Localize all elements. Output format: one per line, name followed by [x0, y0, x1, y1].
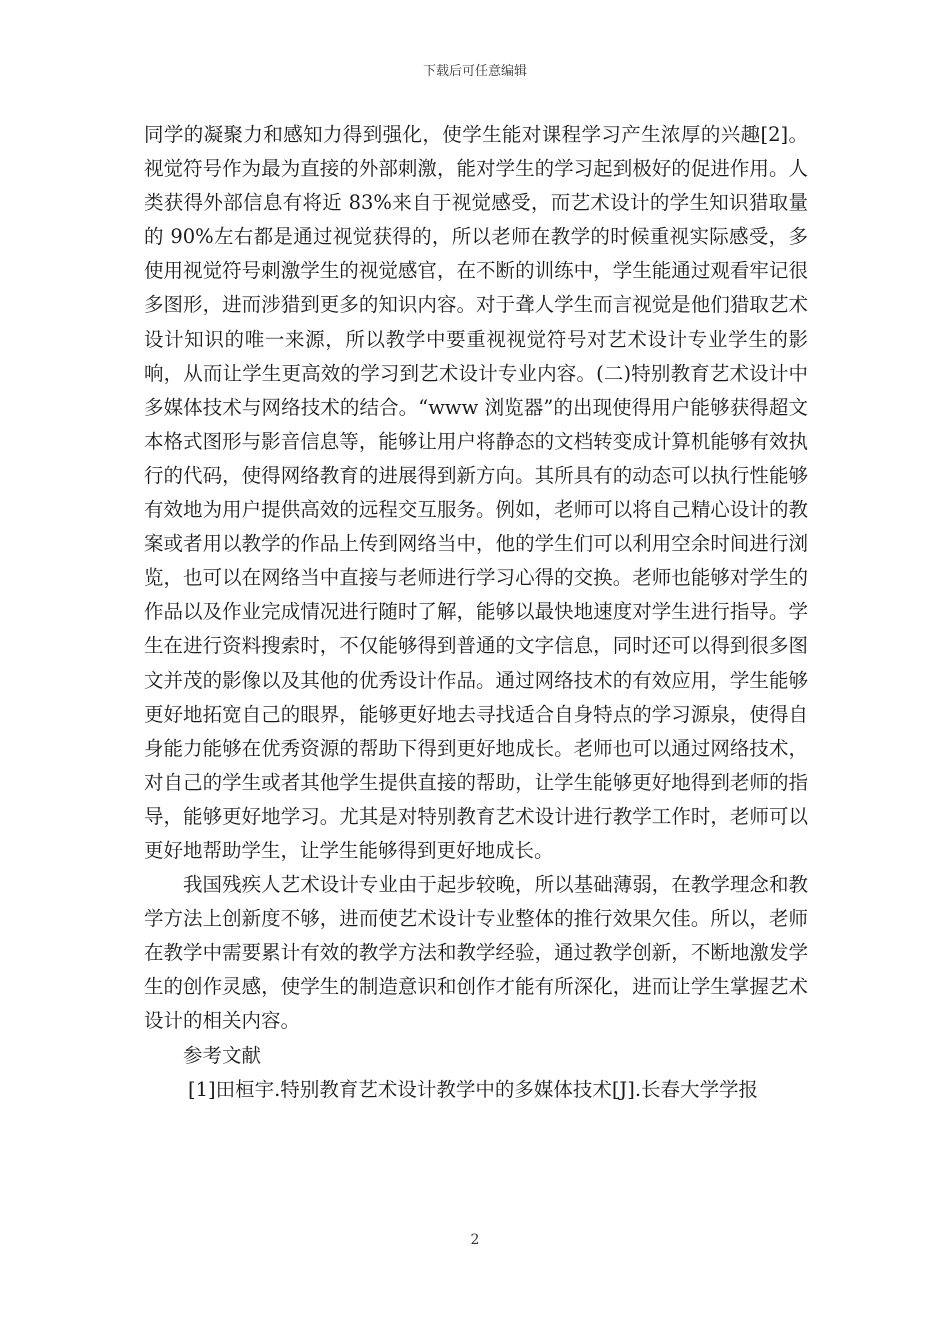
body-paragraph-continued: 同学的凝聚力和感知力得到强化，使学生能对课程学习产生浓厚的兴趣[2]。视觉符号作为最为直接的外部刺激，能对学生的学习起到极好的促进作用。人类获得外部信息有将近 83%来自于视觉感受，而艺术设计的学生知识猎取量的 90%左右都是通过视觉获得的，所以老师在教学的时候重视实际感受，多使用视觉符号刺激学生的视觉感官，在不断的训练中，学生能通过观看牢记很多图形，进而涉猎到更多的知识内容。对于聋人学生而言视觉是他们猎取艺术设计知识的唯一来源，所以教学中要重视视觉符号对艺术设计专业学生的影响，从而让学生更高效的学习到艺术设计专业内容。(二)特别教育艺术设计中多媒体技术与网络技术的结合。“www 浏览器”的出现使得用户能够获得超文本格式图形与影音信息等，能够让用户将静态的文档转变成计算机能够有效执行的代码，使得网络教育的进展得到新方向。其所具有的动态可以执行性能够有效地为用户提供高效的远程交互服务。例如，老师可以将自己精心设计的教案或者用以教学的作品上传到网络当中，他的学生们可以利用空余时间进行浏览，也可以在网络当中直接与老师进行学习心得的交换。老师也能够对学生的作品以及作业完成情况进行随时了解，能够以最快地速度对学生进行指导。学生在进行资料搜索时，不仅能够得到普通的文字信息，同时还可以得到很多图文并茂的影像以及其他的优秀设计作品。通过网络技术的有效应用，学生能够更好地拓宽自己的眼界，能够更好地去寻找适合自身特点的学习源泉，使得自身能力能够在优秀资源的帮助下得到更好地成长。老师也可以通过网络技术，对自己的学生或者其他学生提供直接的帮助，让学生能够更好地得到老师的指导，能够更好地学习。尤其是对特别教育艺术设计进行教学工作时，老师可以更好地帮助学生，让学生能够得到更好地成长。: [144, 123, 808, 862]
page-number: 2: [470, 1232, 480, 1248]
document-body: [144, 118, 808, 1107]
reference-item: [1]田桓宇.特别教育艺术设计教学中的多媒体技术[J].长春大学学报: [188, 1077, 759, 1101]
page-header: 下载后可任意编辑: [422, 64, 527, 79]
body-paragraph: 我国残疾人艺术设计专业由于起步较晚，所以基础薄弱，在教学理念和教学方法上创新度不够，进而使艺术设计专业整体的推行效果欠佳。所以，老师在教学中需要累计有效的教学方法和教学经验，通过教学创新，不断地激发学生的创作灵感，使学生的制造意识和创作才能有所深化，进而让学生掌握艺术设计的相关内容。: [144, 873, 808, 1033]
references-heading: 参考文献: [183, 1043, 262, 1067]
